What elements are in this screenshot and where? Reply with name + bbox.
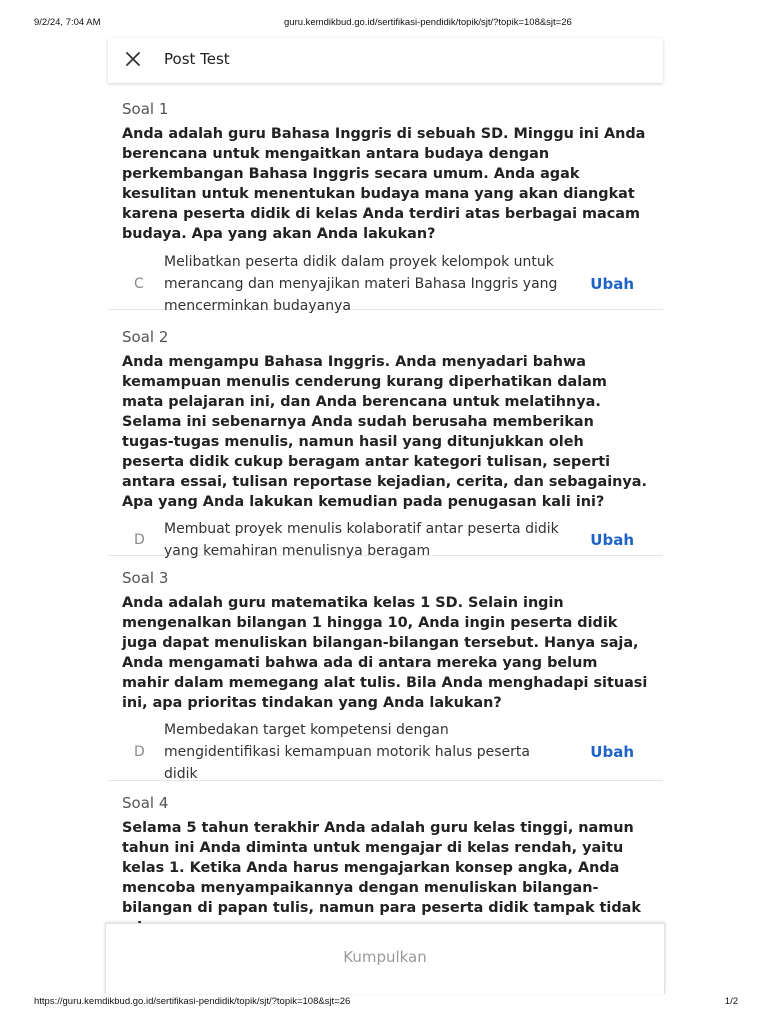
print-footer-url: https://guru.kemdikbud.go.id/sertifikasi-pendidik/topik/sjt/?topik=108&sjt=26	[34, 996, 351, 1007]
print-page-number: 1/2	[724, 996, 738, 1007]
question-card	[108, 556, 663, 781]
question-text: Selama 5 tahun terakhir Anda adalah guru kelas tinggi, namun tahun ini Anda diminta untuk mengajar di kelas rendah, yaitu kelas 1. Ketika Anda harus mengajarkan konsep angka, Anda mencoba menyampaikannya dengan menuliskan bilangan-bilangan di papan tulis, namun para peserta didik tampak tidak	[122, 820, 641, 916]
app-bar	[108, 38, 663, 83]
answer-letter: D	[134, 744, 145, 760]
question-text: Anda adalah guru matematika kelas 1 SD. Selain ingin mengenalkan bilangan 1 hingga 10, Anda ingin peserta didik juga dapat menuliskan bilangan-bilangan tersebut. Hanya saja, Anda mengamati bahwa ada di antara mereka yang belum mahir dalam memegang alat tulis. Bila Anda menghadapi situasi ini, apa prioritas tindakan yang Anda lakukan?	[122, 595, 648, 711]
change-answer-button[interactable]: Ubah	[590, 531, 634, 549]
question-label: Soal 3	[122, 569, 169, 587]
question-label: Soal 2	[122, 328, 169, 346]
answer-letter: C	[134, 276, 144, 292]
close-icon	[125, 51, 141, 67]
print-footer	[0, 996, 768, 1008]
print-url: guru.kemdikbud.go.id/sertifikasi-pendidik/topik/sjt/?topik=108&sjt=26	[284, 17, 572, 28]
question-label: Soal 4	[122, 794, 169, 812]
submit-bar	[105, 923, 665, 994]
submit-button[interactable]: Kumpulkan	[343, 948, 427, 966]
question-card	[108, 310, 663, 559]
question-label: Soal 1	[122, 100, 169, 118]
change-answer-button[interactable]: Ubah	[590, 275, 634, 293]
question-card	[108, 86, 663, 314]
answer-row	[122, 518, 649, 562]
answer-text: Membedakan target kompetensi dengan mengidentifikasi kemampuan motorik halus peserta didik	[164, 722, 530, 782]
answer-row	[122, 251, 649, 317]
answer-text: Melibatkan peserta didik dalam proyek kelompok untuk merancang dan menyajikan materi Bahasa Inggris yang mencerminkan budayanya	[164, 254, 558, 314]
question-text: Anda mengampu Bahasa Inggris. Anda menyadari bahwa kemampuan menulis cenderung kurang diperhatikan dalam mata pelajaran ini, dan Anda berencana untuk melatihnya. Selama ini sebenarnya Anda sudah berusaha memberikan tugas-tugas menulis, namun hasil yang ditunjukkan oleh peserta didik cukup beragam antar kategori tulisan, seperti antara essai, tulisan reportase kejadian, cerita, dan sebagainya. Apa yang Anda lakukan kemudian pada penugasan kali ini?	[122, 354, 647, 510]
answer-row	[122, 719, 649, 785]
page-title: Post Test	[164, 50, 230, 68]
answer-letter: D	[134, 532, 145, 548]
print-datetime: 9/2/24, 7:04 AM	[34, 17, 101, 28]
answer-text: Membuat proyek menulis kolaboratif antar peserta didik yang kemahiran menulisnya beragam	[164, 521, 559, 559]
question-list	[108, 86, 663, 1001]
close-button[interactable]	[122, 48, 144, 70]
question-text: Anda adalah guru Bahasa Inggris di sebuah SD. Minggu ini Anda berencana untuk mengaitkan antara budaya dengan perkembangan Bahasa Inggris secara umum. Anda agak kesulitan untuk menentukan budaya mana yang akan diangkat karena peserta didik di kelas Anda terdiri atas berbagai macam budaya. Apa yang akan Anda lakukan?	[122, 126, 646, 242]
print-header	[0, 17, 768, 29]
change-answer-button[interactable]: Ubah	[590, 743, 634, 761]
